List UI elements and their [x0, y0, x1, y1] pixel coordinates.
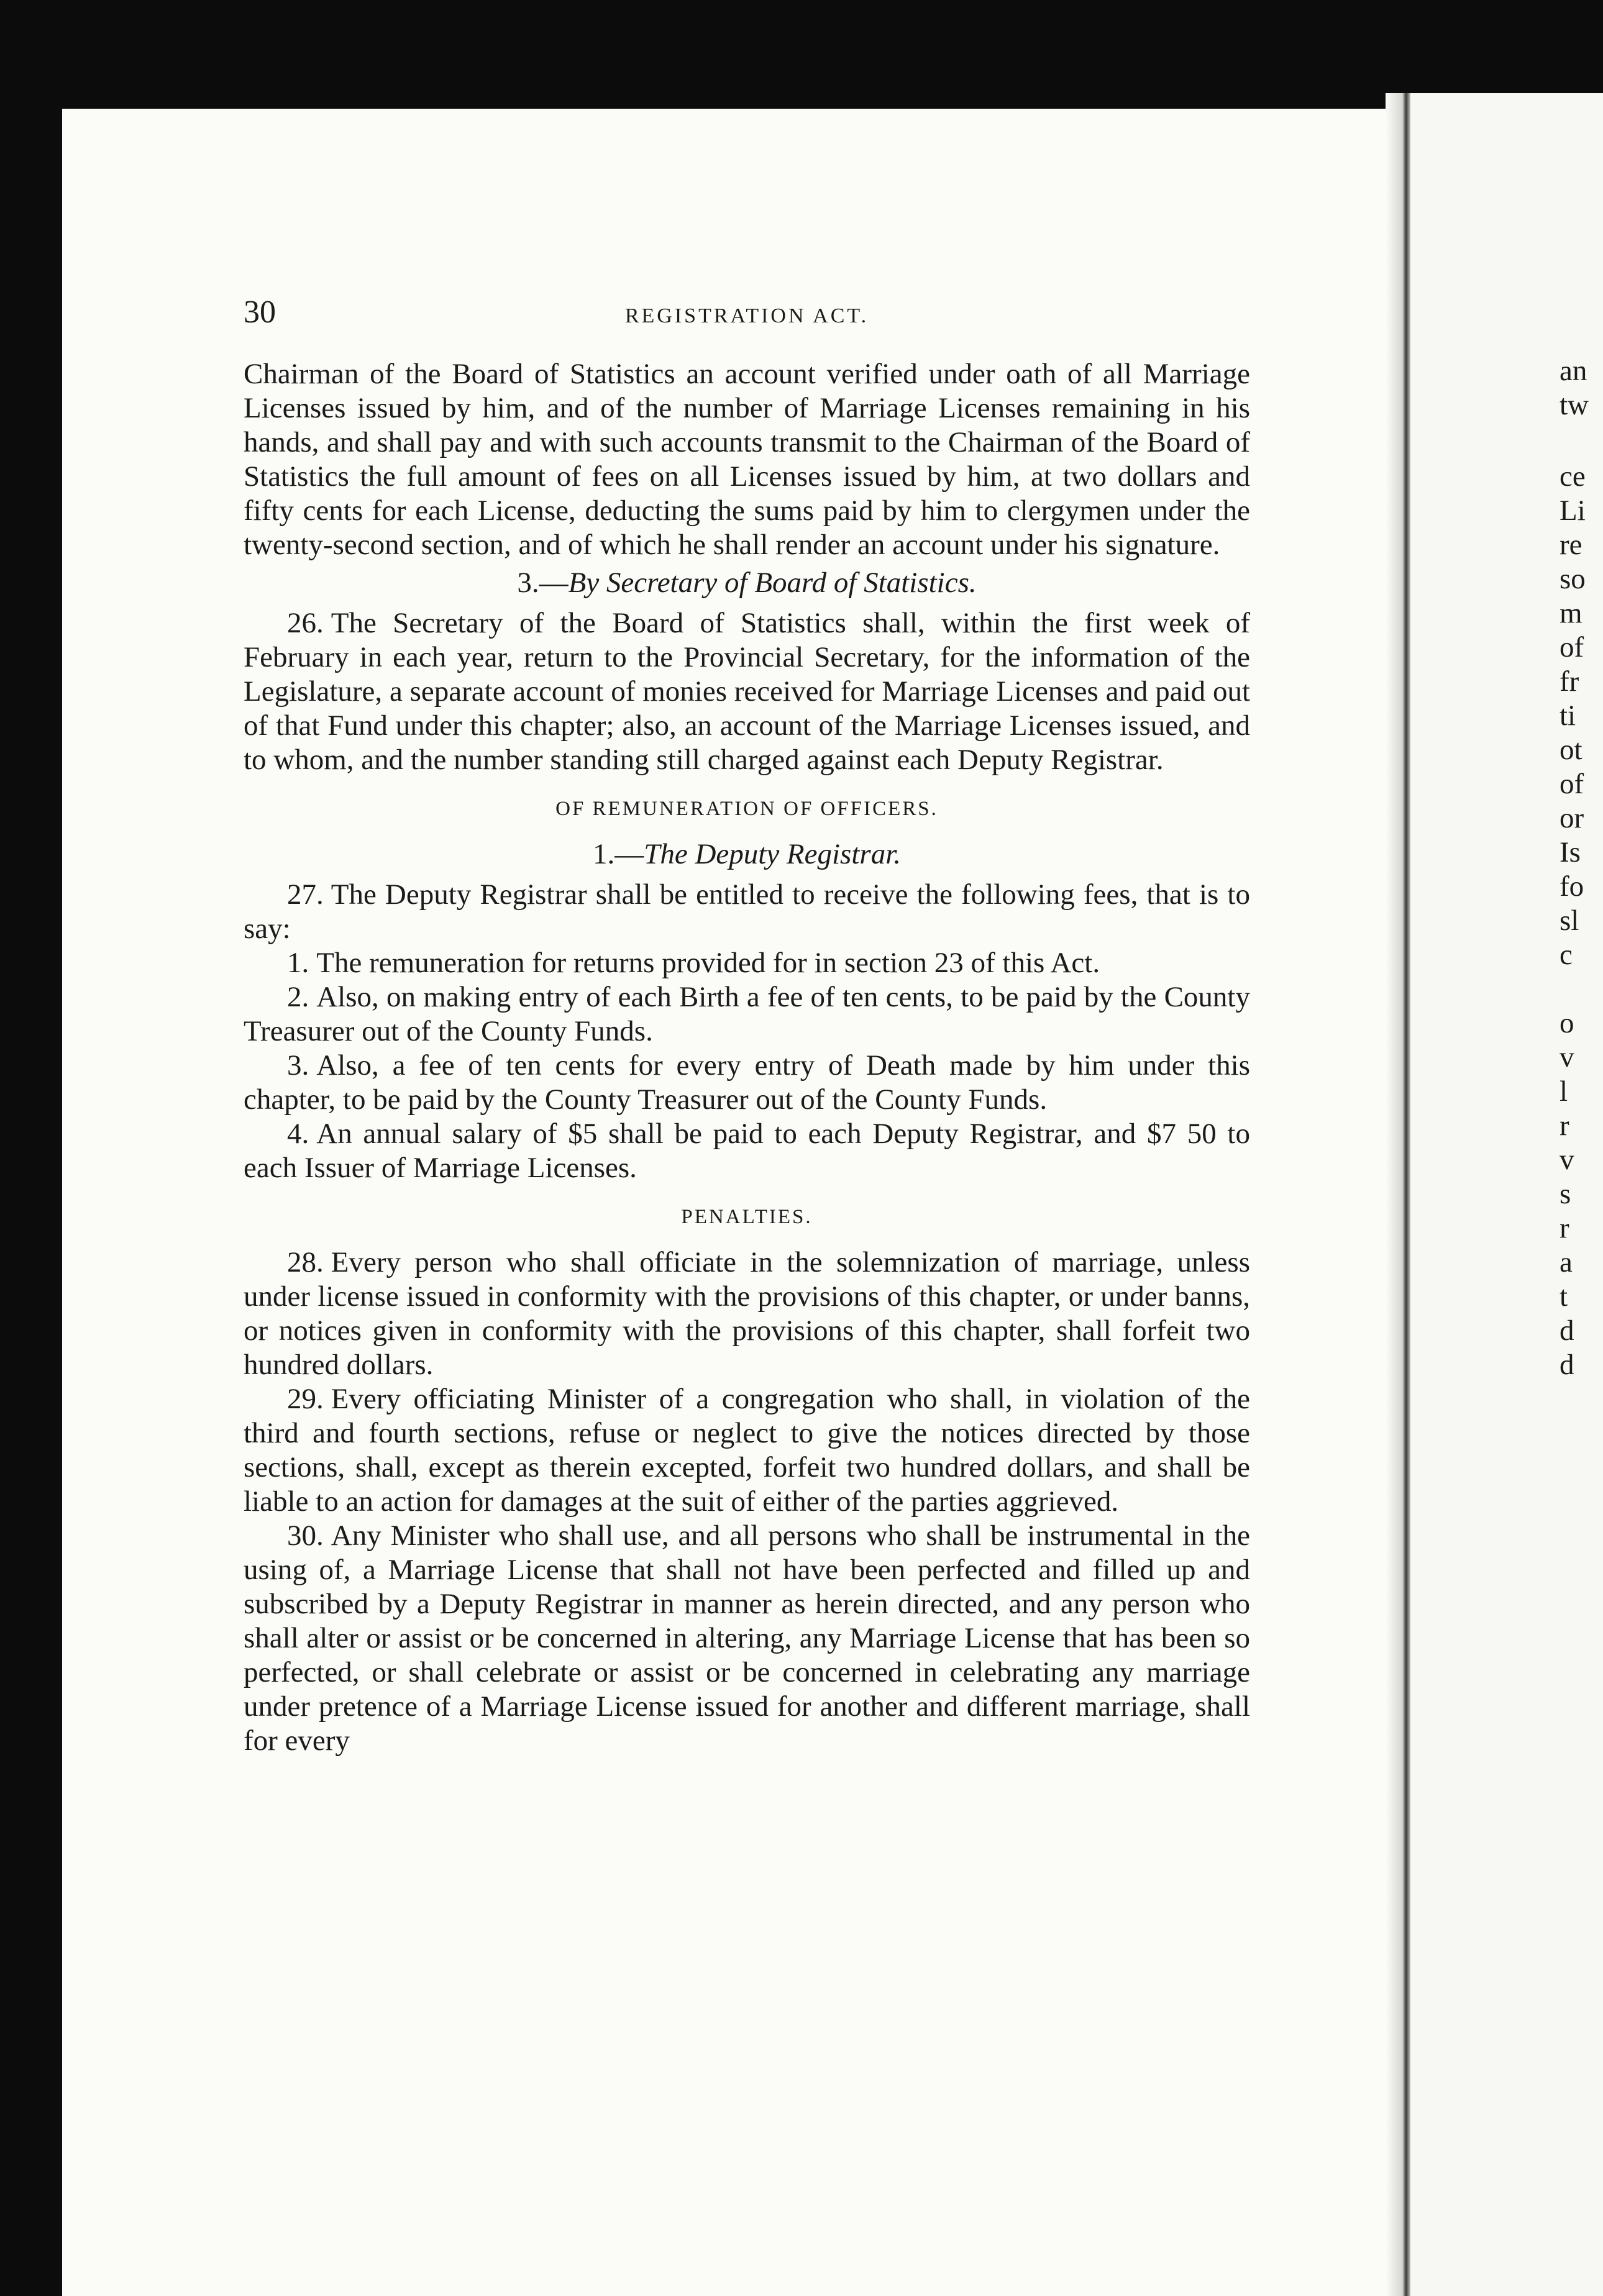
- facing-fragment: t: [1560, 1280, 1568, 1313]
- page-text-column: [244, 295, 1250, 1758]
- facing-fragment: tw: [1560, 389, 1589, 421]
- section-number: 30.: [287, 1519, 324, 1552]
- facing-fragment: a: [1560, 1246, 1573, 1278]
- subheading-text: The Deputy Registrar.: [644, 838, 902, 870]
- subheading-number: 1.—: [592, 838, 644, 870]
- facing-fragment: Is: [1560, 836, 1581, 868]
- section-number: 29.: [287, 1383, 324, 1415]
- list-item-3: [244, 1049, 1250, 1117]
- page-number: 30: [244, 294, 276, 330]
- heading-penalties: PENALTIES.: [681, 1206, 813, 1228]
- section-26: [244, 606, 1250, 777]
- facing-fragment: r: [1560, 1109, 1569, 1142]
- list-item-2: [244, 980, 1250, 1049]
- facing-fragment: r: [1560, 1212, 1569, 1244]
- list-item-1: [244, 946, 1250, 980]
- facing-fragment: ce: [1560, 460, 1586, 493]
- subheading-secretary: [244, 566, 1250, 600]
- facing-fragment: fr: [1560, 665, 1579, 698]
- item-number: 1.: [287, 947, 309, 979]
- facing-fragment: ot: [1560, 734, 1582, 766]
- subheading-text: By Secretary of Board of Statistics.: [568, 567, 977, 599]
- facing-fragment: l: [1560, 1075, 1568, 1108]
- scan-background-top: [0, 0, 1603, 109]
- facing-fragment: d: [1560, 1314, 1574, 1347]
- facing-fragment: ti: [1560, 699, 1576, 732]
- item-text: The remuneration for returns provided for in section 23 of this Act.: [316, 947, 1100, 979]
- continued-paragraph: Chairman of the Board of Statistics an account verified under oath of all Marriage Licenses issued by him, and of the number of Marriage Licenses remaining in his hands, and shall pay and with such accounts transmit to the Chairman of the Board of Statistics the full amount of fees on all Licenses issued by him, at two dollars and fifty cents for each License, deducting the sums paid by him to clergymen under the twenty-second section, and of which he shall render an account under his signature.: [244, 358, 1250, 561]
- section-text: The Deputy Registrar shall be entitled to receive the following fees, that is to say:: [244, 878, 1250, 945]
- facing-fragment: v: [1560, 1144, 1574, 1176]
- subheading-deputy: [244, 837, 1250, 872]
- facing-fragment: or: [1560, 802, 1584, 834]
- heading-remuneration: OF REMUNERATION OF OFFICERS.: [555, 798, 938, 820]
- section-text: Every person who shall officiate in the solemnization of marriage, unless under license issued in conformity with the provisions of this chapter, or under banns, or notices given in conformity with the provisions of this chapter, shall forfeit two hundred dollars.: [244, 1246, 1250, 1381]
- facing-fragment: o: [1560, 1007, 1574, 1039]
- section-28: [244, 1246, 1250, 1382]
- running-head: REGISTRATION ACT.: [624, 304, 869, 327]
- item-number: 3.: [287, 1049, 309, 1082]
- facing-page: [1410, 93, 1603, 2296]
- item-number: 2.: [287, 981, 309, 1013]
- section-text: Every officiating Minister of a congregation who shall, in violation of the third and fourth sections, refuse or neglect to give the notices directed by those sections, shall, except as therein excepted, forfeit two hundred dollars, and shall be liable to an action for damages at the suit of either of the parties aggrieved.: [244, 1383, 1250, 1518]
- facing-fragment: re: [1560, 529, 1582, 561]
- item-text: Also, a fee of ten cents for every entry of Death made by him under this chapter, to be paid by the County Treasurer out of the County Funds.: [244, 1049, 1250, 1116]
- facing-fragment: v: [1560, 1041, 1574, 1073]
- list-item-4: [244, 1117, 1250, 1185]
- section-30: [244, 1519, 1250, 1758]
- facing-fragment: of: [1560, 768, 1584, 800]
- section-number: 28.: [287, 1246, 324, 1278]
- facing-fragment: so: [1560, 563, 1586, 595]
- facing-fragment: of: [1560, 631, 1584, 663]
- page-header: [244, 295, 1250, 332]
- section-text: Any Minister who shall use, and all persons who shall be instrumental in the using of, a Marriage License that shall not have been perfected and filled up and subscribed by a Deputy Registrar in manner as herein directed, and any person who shall alter or assist or be concerned in altering, any Marriage License that has been so perfected, or shall celebrate or assist or be concerned in celebrating any marriage under pretence of a Marriage License issued for another and different marriage, shall for every: [244, 1519, 1250, 1757]
- facing-fragment: m: [1560, 597, 1582, 629]
- facing-fragment: s: [1560, 1178, 1571, 1210]
- item-text: An annual salary of $5 shall be paid to each Deputy Registrar, and $7 50 to each Issuer of Marriage Licenses.: [244, 1118, 1250, 1184]
- section-29: [244, 1382, 1250, 1519]
- section-number: 27.: [287, 878, 324, 911]
- facing-fragment: an: [1560, 355, 1587, 387]
- section-text: The Secretary of the Board of Statistics shall, within the first week of February in each year, return to the Provincial Secretary, for the information of the Legislature, a separate account of monies received for Marriage Licenses and paid out of that Fund under this chapter; also, an account of the Marriage Licenses issued, and to whom, and the number standing still charged against each Deputy Registrar.: [244, 607, 1250, 776]
- item-text: Also, on making entry of each Birth a fee of ten cents, to be paid by the County Treasurer out of the County Funds.: [244, 981, 1250, 1047]
- facing-fragment: sl: [1560, 904, 1579, 937]
- subheading-number: 3.—: [517, 567, 569, 599]
- facing-fragment: d: [1560, 1349, 1574, 1381]
- facing-fragment: fo: [1560, 870, 1584, 903]
- section-27: [244, 878, 1250, 946]
- facing-fragment: Li: [1560, 494, 1586, 527]
- item-number: 4.: [287, 1118, 309, 1150]
- facing-fragment: c: [1560, 939, 1573, 971]
- section-number: 26.: [287, 607, 324, 639]
- scan-background-left: [0, 0, 62, 2296]
